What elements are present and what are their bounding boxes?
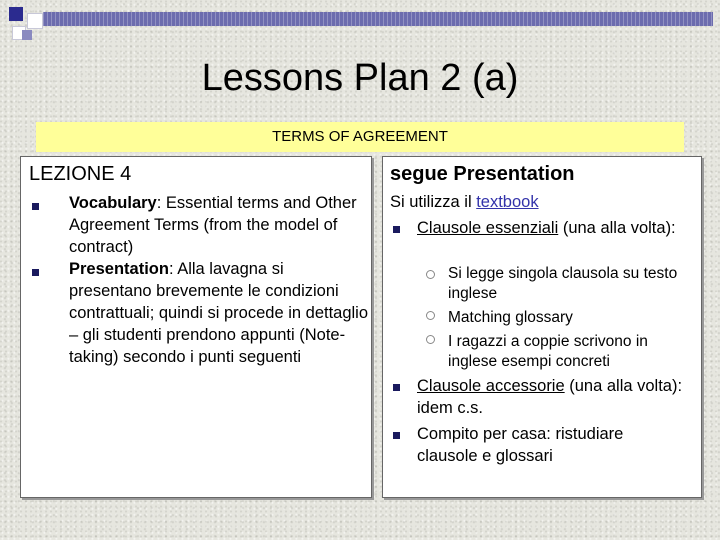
left-panel (20, 156, 372, 498)
term-vocabulary: Vocabulary (69, 194, 157, 212)
decor-square-dark (9, 7, 23, 21)
textbook-link[interactable]: textbook (476, 193, 539, 211)
bullet-icon (393, 226, 400, 233)
decor-top-bar (43, 12, 713, 26)
decor-square-mid (22, 30, 32, 40)
right-item-1-text: (una alla volta): (558, 219, 676, 237)
ring-bullet-icon (426, 270, 435, 279)
bullet-icon (393, 432, 400, 439)
right-item-2 (417, 375, 697, 419)
slide-title: Lessons Plan 2 (a) (201, 57, 519, 99)
ring-bullet-icon (426, 311, 435, 320)
right-item-3: Compito per casa: ristudiare clausole e glossari (417, 425, 624, 465)
left-heading: LEZIONE 4 (29, 163, 132, 185)
right-item-2-text: (una alla volta): idem c.s. (417, 377, 683, 417)
ring-bullet-icon (426, 335, 435, 344)
intro-line (390, 191, 695, 213)
bullet-icon (32, 203, 39, 210)
intro-text: Si utilizza il (390, 193, 477, 211)
clausole-accessorie: Clausole accessorie (417, 377, 565, 395)
sub-item-3: I ragazzi a coppie scrivono in inglese esempi concreti (448, 333, 648, 370)
clausole-essenziali: Clausole essenziali (417, 219, 559, 237)
term-presentation: Presentation (69, 260, 169, 278)
right-heading: segue Presentation (390, 163, 575, 185)
left-item-1-text: : Essential terms and Other Agreement Terms (from the model of contract) (69, 194, 357, 256)
bullet-icon (393, 384, 400, 391)
right-panel (382, 156, 702, 498)
left-item-2 (69, 258, 369, 368)
decor-square-light (27, 13, 43, 29)
left-item-2-text: : Alla lavagna si presentano brevemente le condizioni contrattuali; quindi si procede in dettaglio – gli studenti prendono appunti (Note-taking) secondo i punti seguenti (69, 260, 369, 366)
sub-item-1: Si legge singola clausola su testo inglese (448, 265, 678, 302)
banner: TERMS OF AGREEMENT (36, 122, 684, 152)
bullet-icon (32, 269, 39, 276)
sub-item-2: Matching glossary (448, 309, 573, 326)
right-item-1 (417, 217, 697, 239)
left-item-1 (69, 192, 369, 258)
